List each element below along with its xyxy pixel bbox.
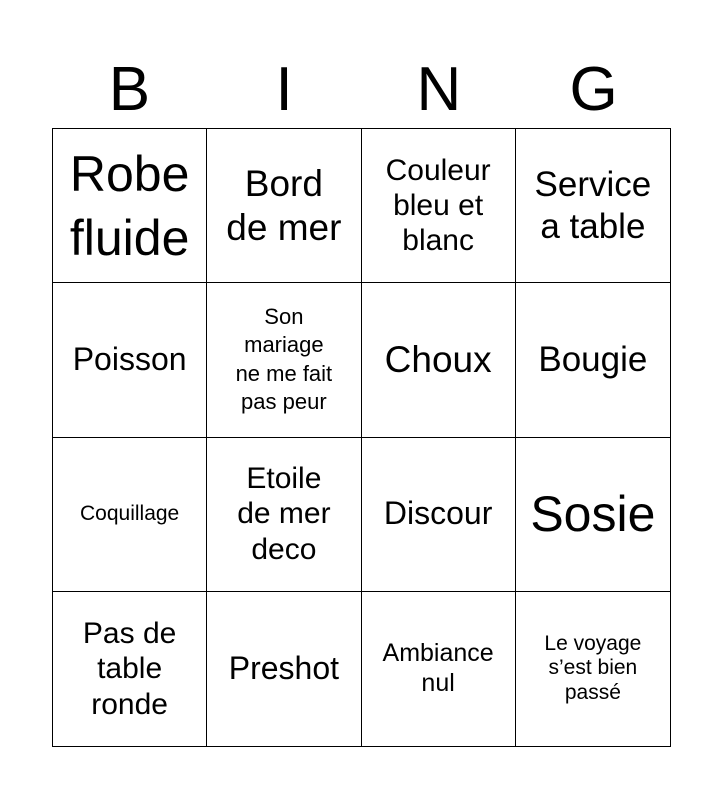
bingo-cell-text: Bord de mer [226, 162, 342, 248]
bingo-cell[interactable] [53, 438, 207, 592]
header-letter-i: I [275, 55, 293, 124]
bingo-cell-text: Sosie [530, 486, 656, 543]
bingo-cell-text: Robe fluide [69, 145, 190, 266]
bingo-cell[interactable] [207, 129, 361, 283]
bingo-cell-text: Bougie [538, 340, 648, 380]
bingo-cell[interactable] [362, 129, 516, 283]
bingo-cell[interactable] [516, 129, 670, 283]
header-letter-n: N [416, 55, 462, 124]
bingo-cell-text: Preshot [228, 650, 340, 686]
bingo-cell-text: Son mariage ne me fait pas peur [235, 303, 333, 415]
bingo-cell-text: Le voyage s’est bien passé [544, 631, 642, 705]
bingo-cell[interactable] [53, 592, 207, 746]
bingo-cell[interactable] [362, 592, 516, 746]
header-letter-b: B [108, 55, 151, 124]
bingo-cell[interactable] [207, 592, 361, 746]
bingo-cell[interactable] [362, 438, 516, 592]
header-letter-g: G [569, 55, 618, 124]
bingo-cell-text: Choux [384, 339, 492, 381]
bingo-cell-text: Pas de table ronde [82, 616, 177, 721]
bingo-cell[interactable] [516, 592, 670, 746]
bingo-cell[interactable] [207, 283, 361, 437]
bingo-cell-text: Discour [383, 495, 493, 532]
bingo-header [52, 52, 671, 128]
bingo-cell[interactable] [207, 438, 361, 592]
bingo-cell[interactable] [53, 283, 207, 437]
bingo-cell-text: Poisson [72, 341, 187, 377]
bingo-cell-text: Etoile de mer deco [237, 462, 331, 566]
bingo-cell[interactable] [362, 283, 516, 437]
bingo-card-grid [52, 128, 671, 747]
bingo-cell-text: Coquillage [80, 501, 180, 525]
bingo-cell[interactable] [516, 438, 670, 592]
bingo-cell-text: Ambiance nul [382, 639, 494, 697]
bingo-cell[interactable] [516, 283, 670, 437]
bingo-cell-text: Couleur bleu et blanc [385, 153, 491, 258]
bingo-cell[interactable] [53, 129, 207, 283]
bingo-cell-text: Service a table [534, 165, 652, 246]
